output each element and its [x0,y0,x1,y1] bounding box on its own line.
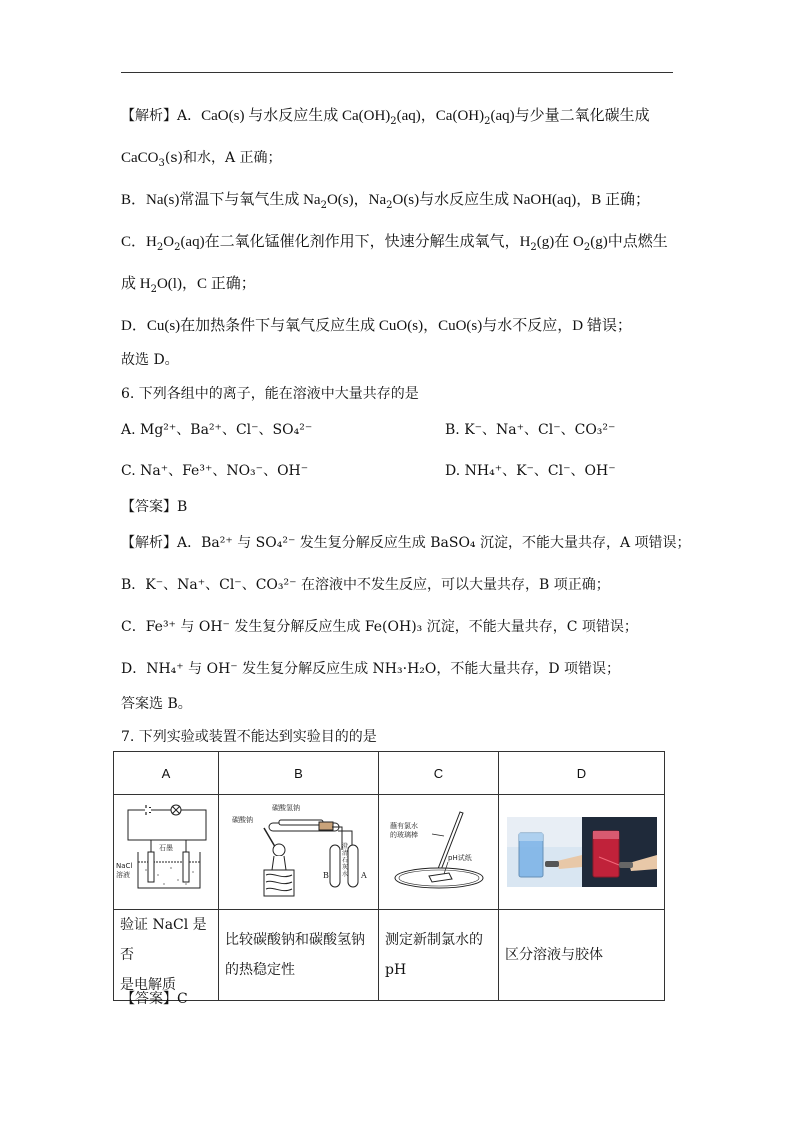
q6-answer: 【答案】B [121,499,188,515]
subscript: 2 [320,199,327,211]
q6-option-d: D. NH₄⁺、K⁻、Cl⁻、OH⁻ [445,463,616,479]
thermal-stability-apparatus-figure [224,800,374,900]
ph-paper-label: pH试纸 [447,854,472,862]
q6-explanation-a: 【解析】A．Ba²⁺ 与 SO₄²⁻ 发生复分解反应生成 BaSO₄ 沉淀，不能大量共存，A 项错误； [121,535,691,551]
description-a [114,910,219,1001]
glass-rod-label-1: 蘸有氯水 [389,822,418,830]
text-fragment: O [163,234,175,250]
limewater-char-5: 水 [341,871,348,878]
text-fragment: B．Na(s)常温下与氧气生成 Na [121,192,321,208]
q6-option-c: C. Na⁺、Fe³⁺、NO₃⁻、OH⁻ [121,463,309,479]
limewater-char-2: 清 [341,850,348,857]
q6-explanation-c: C．Fe³⁺ 与 OH⁻ 发生复分解反应生成 Fe(OH)₃ 沉淀，不能大量共存，C 项错误； [121,619,638,635]
description-d: 区分溶液与胶体 [499,910,665,1001]
nahco3-label: 碳酸氢钠 [271,804,300,812]
header-rule [121,72,673,73]
ph-test-figure [384,800,494,900]
subscript: 2 [390,115,397,127]
tyndall-photo [507,817,657,887]
text-fragment: C．H [121,234,157,250]
desc-line: 的热稳定性 [225,962,295,978]
text-fragment: (s)和水，A 正确； [164,150,282,166]
analysis-5-b [121,190,650,216]
subscript: 2 [156,241,164,253]
header-c: C [379,752,499,795]
subscript: 2 [150,283,157,295]
header-b: B [219,752,379,795]
description-c [379,910,499,1001]
header-a: A [114,752,219,795]
subscript: 2 [484,115,491,127]
analysis-5-c [121,232,668,258]
electrolysis-apparatus-figure [116,800,216,900]
text-fragment: (aq)，Ca(OH) [396,108,485,124]
desc-line: 测定新制氯水的 [385,932,483,948]
desc-line: 验证 NaCl 是否 [120,917,207,963]
q7-table [113,751,665,1001]
q6-option-a: A. Mg²⁺、Ba²⁺、Cl⁻、SO₄²⁻ [121,422,313,438]
text-fragment: (g)在 O [536,234,584,250]
na2co3-label: 碳酸钠 [231,816,253,824]
question-7-stem: 7. 下列实验或装置不能达到实验目的的是 [121,729,377,745]
analysis-label: 【解析】A． [121,108,202,124]
analysis-5-a-cont [121,148,282,174]
q6-explanation-b: B．K⁻、Na⁺、Cl⁻、CO₃²⁻ 在溶液中不发生反应，可以大量共存，B 项正确； [121,577,610,593]
limewater-char-3: 石 [341,857,348,864]
q6-conclusion: 答案选 B。 [121,696,192,712]
limewater-char-4: 灰 [341,864,348,871]
text-fragment: CaO(s) 与水反应生成 Ca(OH) [201,108,391,124]
analysis-5-conclusion: 故选 D。 [121,352,179,368]
text-fragment: CaCO [121,150,159,166]
subscript: 2 [583,241,591,253]
tube-b-label: B [322,871,329,880]
q6-explanation-d: D．NH₄⁺ 与 OH⁻ 发生复分解反应生成 NH₃·H₂O，不能大量共存，D 项错误； [121,661,621,677]
nacl-label-2: 溶液 [116,871,130,879]
graphite-label: 石墨 [159,844,173,852]
text-fragment: O(s)，Na [326,192,387,208]
text-fragment: O(l)，C 正确； [156,276,256,292]
text-fragment: O(s)与水反应生成 NaOH(aq)，B 正确； [392,192,650,208]
text-fragment: D．Cu(s)在加热条件下与氧气反应生成 CuO(s)，CuO(s)与水不反应，D 错误； [121,318,632,334]
glass-rod-label-2: 的玻璃棒 [389,831,418,839]
subscript: 2 [530,241,537,253]
description-b [219,910,379,1001]
desc-line: 比较碳酸钠和碳酸氢钠 [225,932,365,948]
question-6-stem: 6. 下列各组中的离子，能在溶液中大量共存的是 [121,386,419,402]
text-fragment: 成 H [121,276,151,292]
tube-a-label: A [360,871,367,880]
subscript: 2 [174,241,181,253]
figure-b-cell [219,795,379,910]
header-d: D [499,752,665,795]
desc-line: 是电解质 [120,977,176,993]
subscript: 3 [158,157,165,169]
limewater-char-1: 澄 [341,843,348,850]
q7-answer: 【答案】C [121,991,188,1007]
figure-c-cell [379,795,499,910]
subscript: 2 [386,199,393,211]
analysis-5-d [121,316,632,336]
text-fragment: (aq)在二氧化锰催化剂作用下，快速分解生成氧气，H [180,234,531,250]
q6-option-b: B. K⁻、Na⁺、Cl⁻、CO₃²⁻ [445,422,616,438]
text-fragment: (g)中点燃生 [590,234,668,250]
figure-d-cell [499,795,665,910]
desc-line: pH [385,962,407,978]
text-fragment: (aq)与少量二氧化碳生成 [490,108,650,124]
analysis-5-a [121,106,650,132]
nacl-label-1: NaCl [116,862,133,870]
analysis-5-c-cont [121,274,256,300]
figure-a-cell [114,795,219,910]
